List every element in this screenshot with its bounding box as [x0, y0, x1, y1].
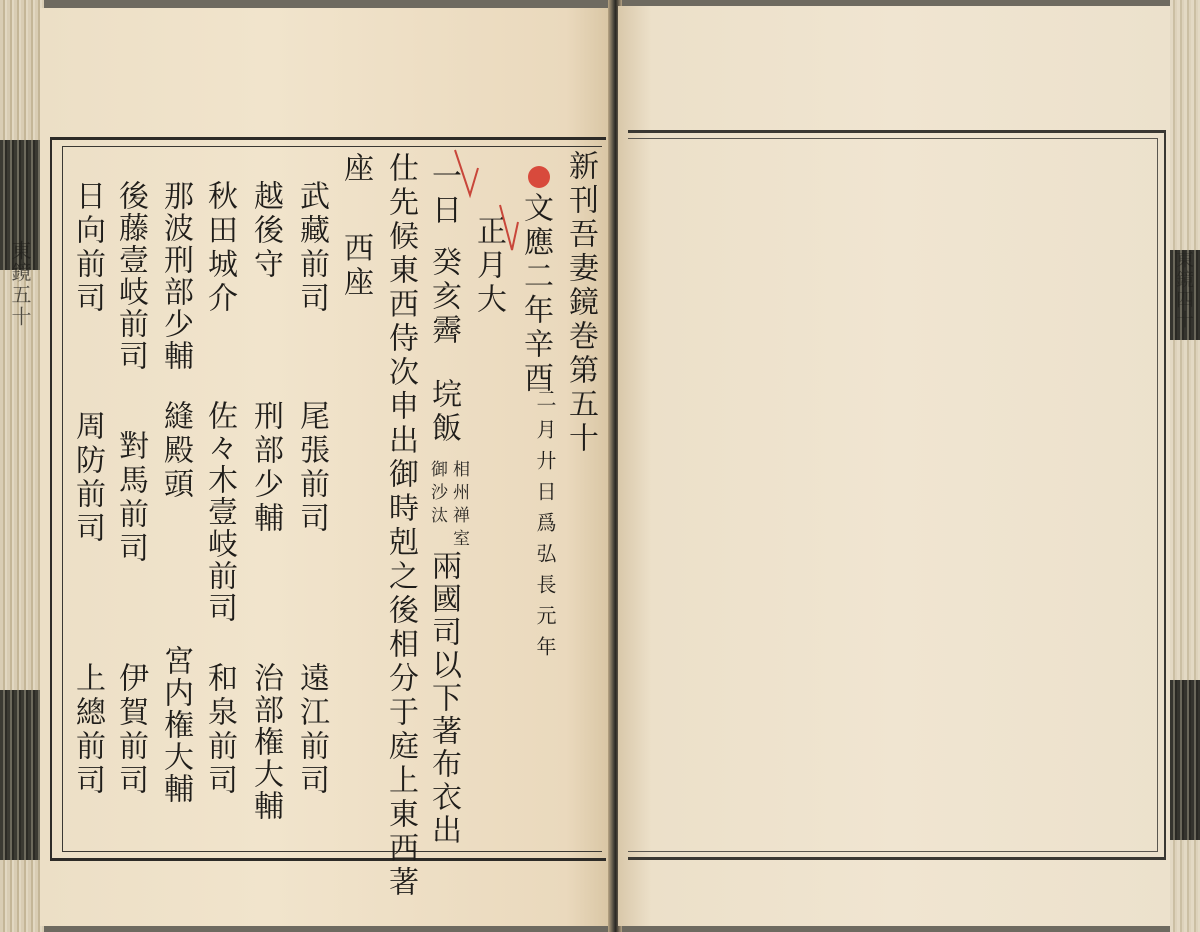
right-spine-label: 東鏡四十	[1173, 250, 1194, 330]
seat-name: 日向前司	[70, 180, 105, 316]
entry-line3: 座	[338, 152, 373, 186]
year-heading: 文應二年辛酉	[518, 192, 553, 396]
seat-name: 宮内権大輔	[158, 645, 193, 805]
red-check-mark	[500, 205, 518, 250]
entry-note-a: 相州禅室	[449, 460, 469, 552]
entry-line2: 仕先候東西侍次申出御時剋之後相分于庭上東西著	[383, 152, 418, 900]
entry-line1-rest: 兩國司以下著布衣出	[426, 550, 461, 847]
seat-name: 對馬前司	[113, 430, 148, 566]
spine-label: 東鏡五十	[8, 240, 32, 328]
seat-name: 武藏前司	[294, 180, 329, 316]
seat-name: 縫殿頭	[158, 400, 193, 502]
seat-name: 越後守	[248, 180, 283, 282]
entry-day: 一日	[426, 160, 461, 228]
red-check-mark	[455, 150, 478, 195]
entry-note-b: 御沙汰	[427, 460, 447, 529]
seat-name: 治部権大輔	[248, 662, 283, 822]
seat-name: 周防前司	[70, 410, 105, 546]
seat-name: 和泉前司	[202, 662, 237, 798]
seat-name: 遠江前司	[294, 662, 329, 798]
year-note: 二月廾日爲弘長元年	[533, 388, 557, 667]
seat-name: 秋田城介	[202, 180, 237, 316]
seat-name: 後藤壹岐前司	[113, 180, 148, 372]
seating-header: 西座	[338, 232, 373, 300]
seat-name: 尾張前司	[294, 400, 329, 536]
book-title: 新刊吾妻鏡巻第五十	[563, 150, 598, 456]
seat-name: 伊賀前司	[113, 662, 148, 798]
month-heading: 正月大	[471, 215, 506, 317]
entry-kanji: 垸飯	[426, 378, 461, 446]
seat-name: 那波刑部少輔	[158, 180, 193, 372]
seat-name: 上總前司	[70, 662, 105, 798]
seat-name: 佐々木壹岐前司	[202, 400, 237, 624]
entry-weather: 癸亥霽	[426, 246, 461, 348]
seat-name: 刑部少輔	[248, 400, 283, 536]
